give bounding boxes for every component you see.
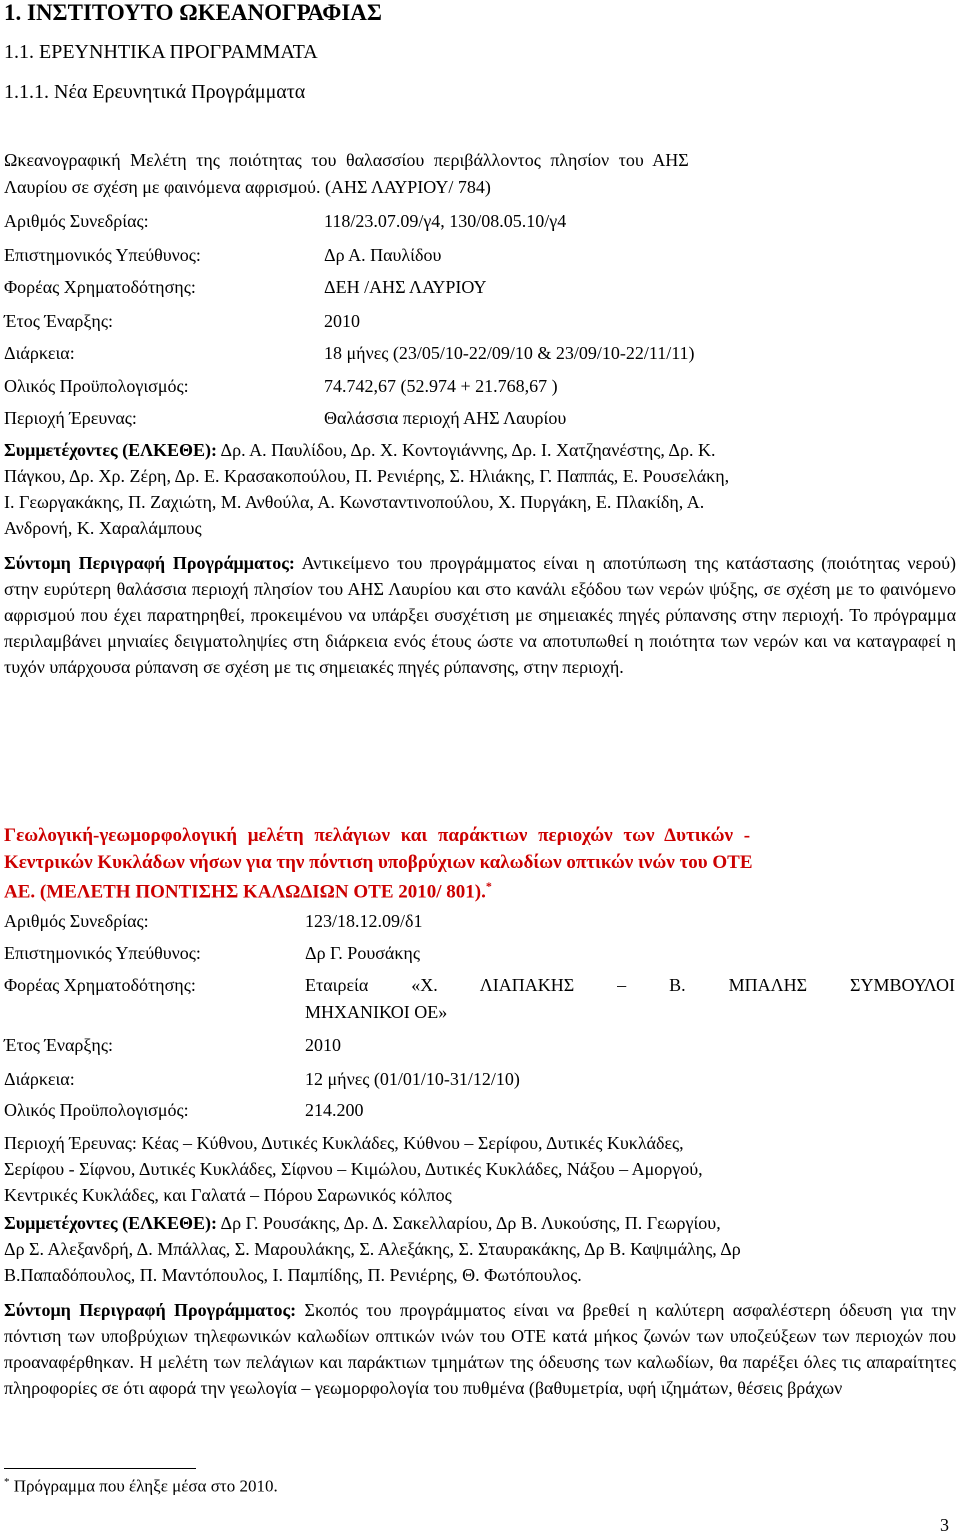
program2-start-value: 2010 [305,1035,341,1055]
program1-participants-names-1: Δρ. Α. Παυλίδου, Δρ. Χ. Κοντογιάννης, Δρ. Ι. Χατζηανέστης, Δρ. Κ. [220,440,716,460]
footnote-text: Πρόγραμμα που έληξε μέσα στο 2010. [9,1476,278,1496]
program2-session-label: Αριθμός Συνεδρίας: [4,911,149,931]
program2-summary [4,1297,956,1401]
program2-participants-names-1: Δρ Γ. Ρουσάκης, Δρ. Δ. Σακελλαρίου, Δρ Β. Λυκούσης, Π. Γεωργίου, [220,1213,721,1233]
program2-title-line3 [4,879,492,903]
program1-duration-value: 18 μήνες (23/05/10-22/09/10 & 23/09/10-22/11/11) [324,343,695,363]
footnote-separator [4,1468,196,1469]
program2-area-line1 [4,1133,684,1154]
program1-scientist-value: Δρ Α. Παυλίδου [324,245,442,265]
program2-budget-label: Ολικός Προϋπολογισμός: [4,1100,189,1120]
program2-summary-text: Σκοπός του προγράμματος είναι να βρεθεί η καλύτερη ασφαλέστερη όδευση για την πόντιση των υποβρύχιων τηλεφωνικών καλωδίων οπτικών ινών του ΟΤΕ κατά μήκος ζωνών των υποζεύξεων των περιοχών που προαναφέρθηκαν. Η μελέτη των πελάγιων και παράκτιων τμημάτων της όδευσης των καλωδίων, θα παρέξει όλες τις απαραίτητες πληροφορίες σε ότι αφορά την γεωλογία – γεωμορφολογία του πυθμένα (βαθυμετρία, υφή ιζημάτων, θέσεις βράχων [4,1300,957,1398]
program1-title-line2: Λαυρίου σε σχέση με φαινόμενα αφρισμού. (ΑΗΣ ΛΑΥΡΙΟΥ/ 784) [4,177,491,197]
program2-footnote-mark: * [485,879,492,893]
program2-funder-label: Φορέας Χρηματοδότησης: [4,975,196,995]
program1-summary [4,550,956,680]
program2-participants-label: Συμμετέχοντες (ΕΛΚΕΘΕ): [4,1213,218,1233]
program2-funder-value-line2: ΜΗΧΑΝΙΚΟΙ ΟΕ» [305,1002,448,1022]
program1-summary-label: Σύντομη Περιγραφή Προγράμματος: [4,553,295,573]
program2-title-line1: Γεωλογική-γεωμορφολογική μελέτη πελάγιων και παράκτιων περιοχών των Δυτικών - [4,825,751,846]
footnote-mark: * [4,1476,10,1488]
program1-scientist-label: Επιστημονικός Υπεύθυνος: [4,245,201,265]
program2-area-label: Περιοχή Έρευνας: [4,1133,137,1153]
program2-area-text-1: Κέας – Κύθνου, Δυτικές Κυκλάδες, Κύθνου – Σερίφου, Δυτικές Κυκλάδες, [141,1133,684,1153]
program1-participants-line1 [4,440,715,461]
program2-title-text: ΑΕ. (ΜΕΛΕΤΗ ΠΟΝΤΙΣΗΣ ΚΑΛΩΔΙΩΝ ΟΤΕ 2010/ 801). [4,881,486,903]
program2-participants-line2: Δρ Σ. Αλεξανδρή, Δ. Μπάλλας, Σ. Μαρουλάκης, Σ. Αλεξάκης, Σ. Σταυρακάκης, Δρ Β. Καψιμάλης, Δρ [4,1239,741,1259]
program1-duration-label: Διάρκεια: [4,343,75,363]
program1-summary-text: Αντικείμενο του προγράμματος είναι η αποτύπωση της κατάστασης (ποιότητας νερού) στην ευρύτερη θαλάσσια περιοχή πλησίον του ΑΗΣ Λαυρίου και στο κανάλι εξόδου των νερών ψύξης, σε σχέση με το φαινόμενο αφρισμού που έχει παρατηρηθεί, προκειμένου να υπάρξει συσχέτιση με σημειακές πηγές ρύπανσης στην περιοχή. Το πρόγραμμα περιλαμβάνει μηνιαίες δειγματοληψίες στη διάρκεια ενός έτους ώστε να αποτυπωθεί η ποιότητα των νερών και να καταγραφεί η τυχόν υπάρχουσα ρύπανση σε σχέση με τις σημειακές πηγές ρύπανσης, στην περιοχή. [4,553,956,677]
program2-participants-line1 [4,1213,721,1234]
program2-summary-label: Σύντομη Περιγραφή Προγράμματος: [4,1300,297,1320]
program1-start-value: 2010 [324,311,360,331]
program2-scientist-label: Επιστημονικός Υπεύθυνος: [4,943,201,963]
heading-institute: 1. ΙΝΣΤΙΤΟΥΤΟ ΩΚΕΑΝΟΓΡΑΦΙΑΣ [4,0,382,25]
program1-participants-label: Συμμετέχοντες (ΕΛΚΕΘΕ): [4,440,218,460]
program2-area-line3: Κεντρικές Κυκλάδες, και Γαλατά – Πόρου Σαρωνικός κόλπος [4,1185,452,1205]
program2-duration-label: Διάρκεια: [4,1069,75,1089]
page-number: 3 [940,1515,949,1535]
program2-duration-value: 12 μήνες (01/01/10-31/12/10) [305,1069,520,1089]
program1-budget-value: 74.742,67 (52.974 + 21.768,67 ) [324,376,558,396]
program1-participants-line4: Ανδρονή, Κ. Χαραλάμπους [4,518,202,538]
program1-area-value: Θαλάσσια περιοχή ΑΗΣ Λαυρίου [324,408,567,428]
program1-session-label: Αριθμός Συνεδρίας: [4,211,149,231]
program2-session-value: 123/18.12.09/δ1 [305,911,423,931]
program1-area-label: Περιοχή Έρευνας: [4,408,137,428]
program2-budget-value: 214.200 [305,1100,364,1120]
heading-research-programs: 1.1. ΕΡΕΥΝΗΤΙΚΑ ΠΡΟΓΡΑΜΜΑΤΑ [4,41,318,63]
program1-start-label: Έτος Έναρξης: [4,311,113,331]
program1-session-value: 118/23.07.09/γ4, 130/08.05.10/γ4 [324,211,567,231]
program2-participants-line3: Β.Παπαδόπουλος, Π. Μαντόπουλος, Ι. Παμπίδης, Π. Ρενιέρης, Θ. Φωτόπουλος. [4,1265,582,1285]
program2-area-line2: Σερίφου - Σίφνου, Δυτικές Κυκλάδες, Σίφνου – Κιμώλου, Δυτικές Κυκλάδες, Νάξου – Αμοργού, [4,1159,703,1179]
program1-funder-value: ΔΕΗ /ΑΗΣ ΛΑΥΡΙΟΥ [324,277,487,297]
program1-title-line1: Ωκεανογραφική Μελέτη της ποιότητας του θαλασσίου περιβάλλοντος πλησίον του ΑΗΣ [4,150,689,170]
program1-budget-label: Ολικός Προϋπολογισμός: [4,376,189,396]
program1-participants-line3: Ι. Γεωργακάκης, Π. Ζαχιώτη, Μ. Ανθούλα, Α. Κωνσταντινοπούλου, Χ. Πυργάκη, Ε. Πλακίδη, Α. [4,492,705,512]
program1-funder-label: Φορέας Χρηματοδότησης: [4,277,196,297]
program2-scientist-value: Δρ Γ. Ρουσάκης [305,943,420,963]
program2-funder-value-line1: Εταιρεία «Χ. ΛΙΑΠΑΚΗΣ – Β. ΜΠΑΛΗΣ ΣΥΜΒΟΥΛΟΙ [305,975,955,995]
heading-new-programs: 1.1.1. Νέα Ερευνητικά Προγράμματα [4,81,306,103]
program1-participants-line2: Πάγκου, Δρ. Χρ. Ζέρη, Δρ. Ε. Κρασακοπούλου, Π. Ρενιέρης, Σ. Ηλιάκης, Γ. Παππάς, Ε. Ρουσελάκη, [4,466,730,486]
program2-start-label: Έτος Έναρξης: [4,1035,113,1055]
program2-title-line2: Κεντρικών Κυκλάδων νήσων για την πόντιση υποβρύχιων καλωδίων οπτικών ινών του ΟΤΕ [4,852,753,873]
footnote [4,1476,278,1497]
